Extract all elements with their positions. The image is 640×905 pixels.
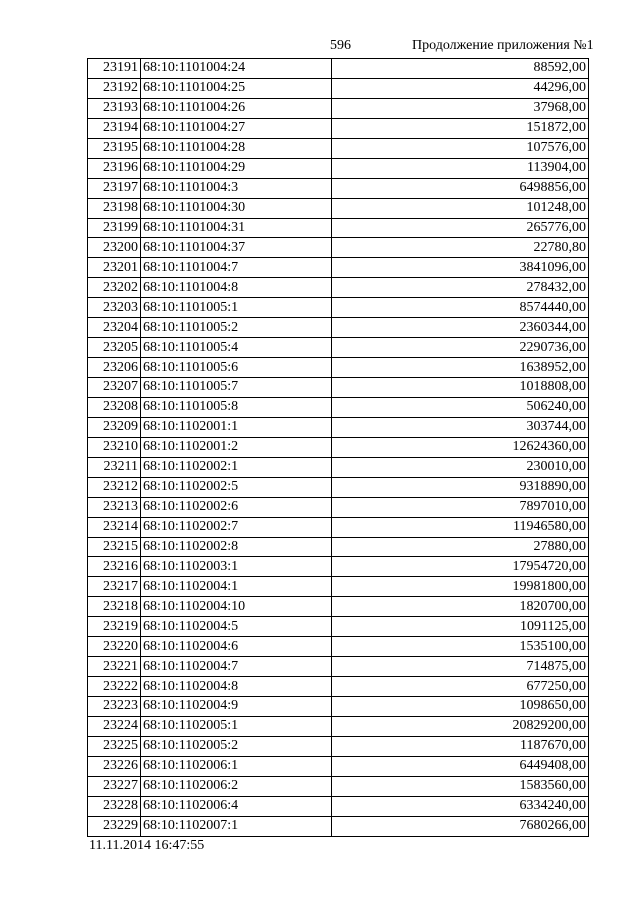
cadastral-number: 68:10:1101004:25: [141, 78, 332, 98]
cadastral-number: 68:10:1101004:31: [141, 218, 332, 238]
row-number: 23212: [88, 477, 141, 497]
table-row: [88, 537, 589, 557]
table-row: [88, 417, 589, 437]
cadastral-value: 37968,00: [332, 98, 589, 118]
cadastral-number: 68:10:1102005:2: [141, 736, 332, 756]
row-number: 23225: [88, 736, 141, 756]
cadastral-number: 68:10:1101005:7: [141, 378, 332, 398]
cadastral-value: 2290736,00: [332, 338, 589, 358]
cadastral-number: 68:10:1101004:28: [141, 138, 332, 158]
row-number: 23193: [88, 98, 141, 118]
cadastral-number: 68:10:1101004:37: [141, 238, 332, 258]
cadastral-value: 265776,00: [332, 218, 589, 238]
cadastral-value: 7680266,00: [332, 816, 589, 836]
table-row: [88, 796, 589, 816]
cadastral-value: 27880,00: [332, 537, 589, 557]
row-number: 23228: [88, 796, 141, 816]
cadastral-number: 68:10:1101004:7: [141, 258, 332, 278]
table-row: [88, 457, 589, 477]
row-number: 23220: [88, 637, 141, 657]
table-row: [88, 617, 589, 637]
cadastral-value: 6334240,00: [332, 796, 589, 816]
cadastral-number: 68:10:1101005:6: [141, 358, 332, 378]
table-row: [88, 816, 589, 836]
row-number: 23217: [88, 577, 141, 597]
table-row: [88, 776, 589, 796]
row-number: 23205: [88, 338, 141, 358]
cadastral-value: 113904,00: [332, 158, 589, 178]
table-row: [88, 118, 589, 138]
table-row: [88, 397, 589, 417]
cadastral-value: 1638952,00: [332, 358, 589, 378]
cadastral-value: 151872,00: [332, 118, 589, 138]
cadastral-value: 7897010,00: [332, 497, 589, 517]
row-number: 23206: [88, 358, 141, 378]
cadastral-number: 68:10:1101005:4: [141, 338, 332, 358]
row-number: 23191: [88, 59, 141, 79]
row-number: 23199: [88, 218, 141, 238]
cadastral-value: 1187670,00: [332, 736, 589, 756]
row-number: 23223: [88, 697, 141, 717]
row-number: 23204: [88, 318, 141, 338]
table-row: [88, 637, 589, 657]
cadastral-value: 3841096,00: [332, 258, 589, 278]
cadastral-value: 1098650,00: [332, 697, 589, 717]
cadastral-value: 278432,00: [332, 278, 589, 298]
page-title: Продолжение приложения №1: [412, 38, 594, 53]
row-number: 23216: [88, 557, 141, 577]
row-number: 23202: [88, 278, 141, 298]
row-number: 23196: [88, 158, 141, 178]
cadastral-number: 68:10:1102004:10: [141, 597, 332, 617]
table-row: [88, 238, 589, 258]
table-row: [88, 437, 589, 457]
cadastral-number: 68:10:1101005:2: [141, 318, 332, 338]
cadastral-value: 12624360,00: [332, 437, 589, 457]
row-number: 23224: [88, 716, 141, 736]
row-number: 23215: [88, 537, 141, 557]
table-row: [88, 158, 589, 178]
row-number: 23207: [88, 378, 141, 398]
cadastral-value-table: [87, 58, 589, 837]
cadastral-number: 68:10:1101004:30: [141, 198, 332, 218]
table-row: [88, 198, 589, 218]
row-number: 23213: [88, 497, 141, 517]
row-number: 23214: [88, 517, 141, 537]
cadastral-number: 68:10:1102002:6: [141, 497, 332, 517]
cadastral-number: 68:10:1101004:26: [141, 98, 332, 118]
cadastral-number: 68:10:1102006:4: [141, 796, 332, 816]
cadastral-number: 68:10:1102006:2: [141, 776, 332, 796]
cadastral-number: 68:10:1101004:8: [141, 278, 332, 298]
row-number: 23211: [88, 457, 141, 477]
cadastral-value: 1820700,00: [332, 597, 589, 617]
cadastral-value: 1091125,00: [332, 617, 589, 637]
row-number: 23219: [88, 617, 141, 637]
table-row: [88, 756, 589, 776]
cadastral-number: 68:10:1102002:7: [141, 517, 332, 537]
table-row: [88, 258, 589, 278]
cadastral-value: 506240,00: [332, 397, 589, 417]
cadastral-number: 68:10:1101004:3: [141, 178, 332, 198]
cadastral-value: 20829200,00: [332, 716, 589, 736]
cadastral-value: 2360344,00: [332, 318, 589, 338]
cadastral-value: 44296,00: [332, 78, 589, 98]
table-body: [88, 59, 589, 837]
cadastral-value: 6498856,00: [332, 178, 589, 198]
cadastral-value: 1583560,00: [332, 776, 589, 796]
table-row: [88, 597, 589, 617]
cadastral-value: 22780,80: [332, 238, 589, 258]
cadastral-number: 68:10:1102007:1: [141, 816, 332, 836]
table-row: [88, 178, 589, 198]
row-number: 23200: [88, 238, 141, 258]
cadastral-number: 68:10:1101004:24: [141, 59, 332, 79]
cadastral-number: 68:10:1102004:7: [141, 657, 332, 677]
row-number: 23197: [88, 178, 141, 198]
cadastral-value: 714875,00: [332, 657, 589, 677]
cadastral-number: 68:10:1102001:1: [141, 417, 332, 437]
row-number: 23194: [88, 118, 141, 138]
table-row: [88, 358, 589, 378]
table-row: [88, 557, 589, 577]
table-row: [88, 736, 589, 756]
cadastral-value: 230010,00: [332, 457, 589, 477]
table-row: [88, 657, 589, 677]
cadastral-value: 8574440,00: [332, 298, 589, 318]
cadastral-number: 68:10:1101004:27: [141, 118, 332, 138]
cadastral-value: 1018808,00: [332, 378, 589, 398]
cadastral-number: 68:10:1102002:5: [141, 477, 332, 497]
table-row: [88, 517, 589, 537]
row-number: 23218: [88, 597, 141, 617]
row-number: 23226: [88, 756, 141, 776]
cadastral-number: 68:10:1101005:8: [141, 397, 332, 417]
row-number: 23221: [88, 657, 141, 677]
cadastral-value: 107576,00: [332, 138, 589, 158]
cadastral-value: 6449408,00: [332, 756, 589, 776]
cadastral-number: 68:10:1102002:8: [141, 537, 332, 557]
page-number: 596: [330, 38, 351, 53]
cadastral-value: 101248,00: [332, 198, 589, 218]
row-number: 23222: [88, 677, 141, 697]
table-row: [88, 138, 589, 158]
cadastral-number: 68:10:1102004:6: [141, 637, 332, 657]
cadastral-value: 1535100,00: [332, 637, 589, 657]
table-row: [88, 497, 589, 517]
row-number: 23198: [88, 198, 141, 218]
print-timestamp: 11.11.2014 16:47:55: [89, 838, 205, 853]
row-number: 23201: [88, 258, 141, 278]
cadastral-value: 11946580,00: [332, 517, 589, 537]
cadastral-number: 68:10:1102004:5: [141, 617, 332, 637]
row-number: 23195: [88, 138, 141, 158]
cadastral-value: 677250,00: [332, 677, 589, 697]
table-row: [88, 78, 589, 98]
table-row: [88, 677, 589, 697]
cadastral-number: 68:10:1102006:1: [141, 756, 332, 776]
table-row: [88, 338, 589, 358]
row-number: 23229: [88, 816, 141, 836]
table-row: [88, 477, 589, 497]
table-row: [88, 318, 589, 338]
table-row: [88, 98, 589, 118]
cadastral-number: 68:10:1102005:1: [141, 716, 332, 736]
row-number: 23210: [88, 437, 141, 457]
table-row: [88, 218, 589, 238]
table-row: [88, 697, 589, 717]
table-row: [88, 716, 589, 736]
row-number: 23208: [88, 397, 141, 417]
cadastral-value: 9318890,00: [332, 477, 589, 497]
cadastral-value: 303744,00: [332, 417, 589, 437]
cadastral-number: 68:10:1102003:1: [141, 557, 332, 577]
cadastral-number: 68:10:1102004:8: [141, 677, 332, 697]
cadastral-value: 88592,00: [332, 59, 589, 79]
cadastral-number: 68:10:1102002:1: [141, 457, 332, 477]
row-number: 23227: [88, 776, 141, 796]
cadastral-number: 68:10:1102004:9: [141, 697, 332, 717]
row-number: 23203: [88, 298, 141, 318]
cadastral-number: 68:10:1102001:2: [141, 437, 332, 457]
cadastral-value: 19981800,00: [332, 577, 589, 597]
table-row: [88, 298, 589, 318]
table-row: [88, 378, 589, 398]
cadastral-value: 17954720,00: [332, 557, 589, 577]
row-number: 23192: [88, 78, 141, 98]
table-row: [88, 278, 589, 298]
table-row: [88, 59, 589, 79]
cadastral-number: 68:10:1102004:1: [141, 577, 332, 597]
cadastral-number: 68:10:1101005:1: [141, 298, 332, 318]
cadastral-number: 68:10:1101004:29: [141, 158, 332, 178]
table-row: [88, 577, 589, 597]
row-number: 23209: [88, 417, 141, 437]
